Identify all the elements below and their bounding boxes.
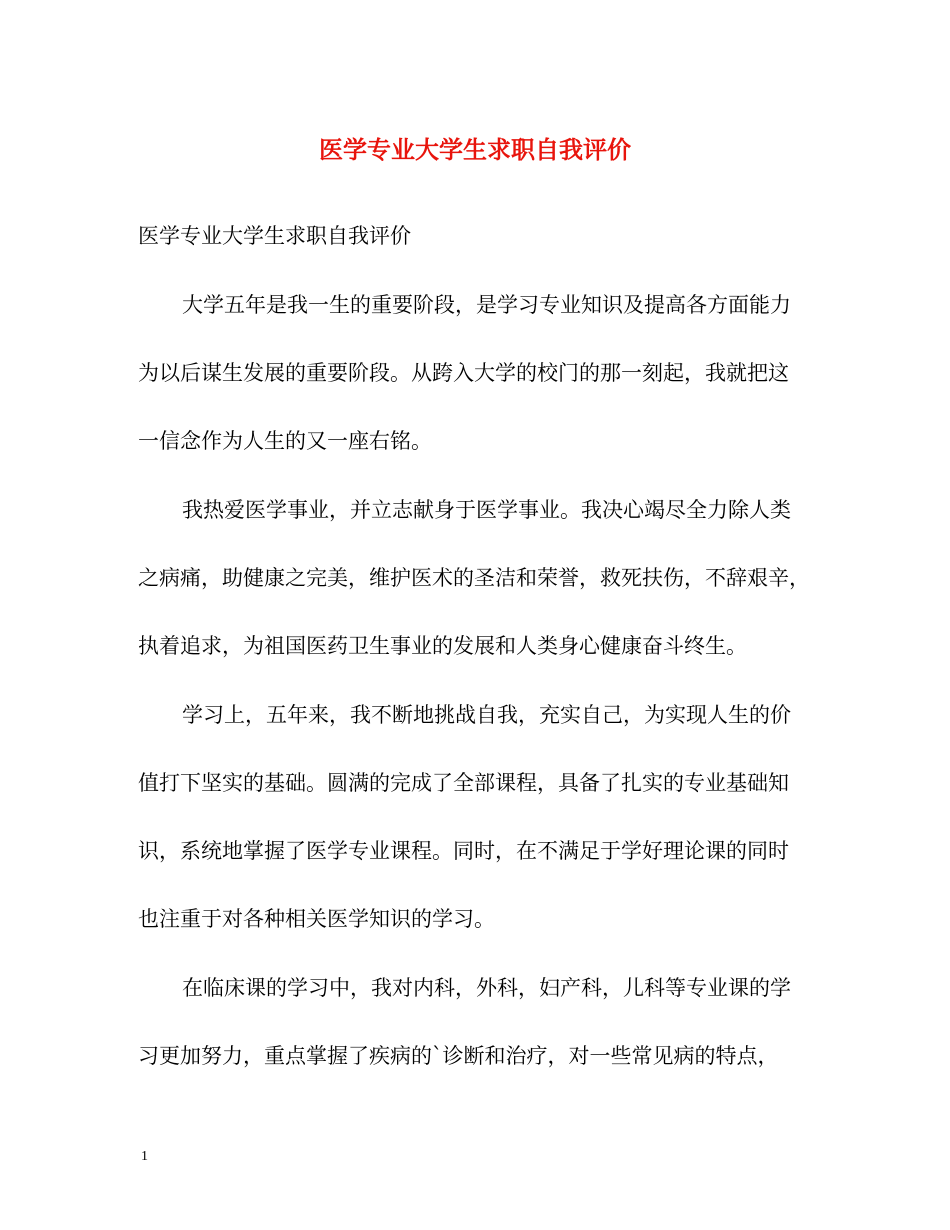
paragraph-4-line-2: 习更加努力，重点掌握了疾病的`诊断和治疗，对一些常见病的特点，	[138, 1044, 779, 1068]
paragraph-1-line-2: 为以后谋生发展的重要阶段。从跨入大学的校门的那一刻起，我就把这	[138, 361, 789, 385]
paragraph-3-line-4: 也注重于对各种相关医学知识的学习。	[138, 907, 495, 931]
paragraph-2-line-3: 执着追求，为祖国医药卫生事业的发展和人类身心健康奋斗终生。	[138, 634, 747, 658]
paragraph-2-line-1: 我热爱医学事业，并立志献身于医学事业。我决心竭尽全力除人类	[182, 498, 791, 522]
document-subtitle: 医学专业大学生求职自我评价	[138, 224, 411, 248]
page-number: 1	[141, 1149, 148, 1164]
paragraph-3-line-2: 值打下坚实的基础。圆满的完成了全部课程，具备了扎实的专业基础知	[138, 771, 789, 795]
paragraph-4-line-1: 在临床课的学习中，我对内科，外科，妇产科，儿科等专业课的学	[182, 976, 791, 1000]
paragraph-1-line-1: 大学五年是我一生的重要阶段，是学习专业知识及提高各方面能力	[182, 293, 791, 317]
paragraph-1-line-3: 一信念作为人生的又一座右铭。	[138, 429, 432, 453]
paragraph-3-line-1: 学习上，五年来，我不断地挑战自我，充实自己，为实现人生的价	[182, 703, 791, 727]
document-title: 医学专业大学生求职自我评价	[319, 135, 631, 164]
paragraph-2-line-2: 之病痛，助健康之完美，维护医术的圣洁和荣誉，救死扶伤，不辞艰辛，	[138, 566, 810, 590]
paragraph-3-line-3: 识，系统地掌握了医学专业课程。同时，在不满足于学好理论课的同时	[138, 839, 789, 863]
